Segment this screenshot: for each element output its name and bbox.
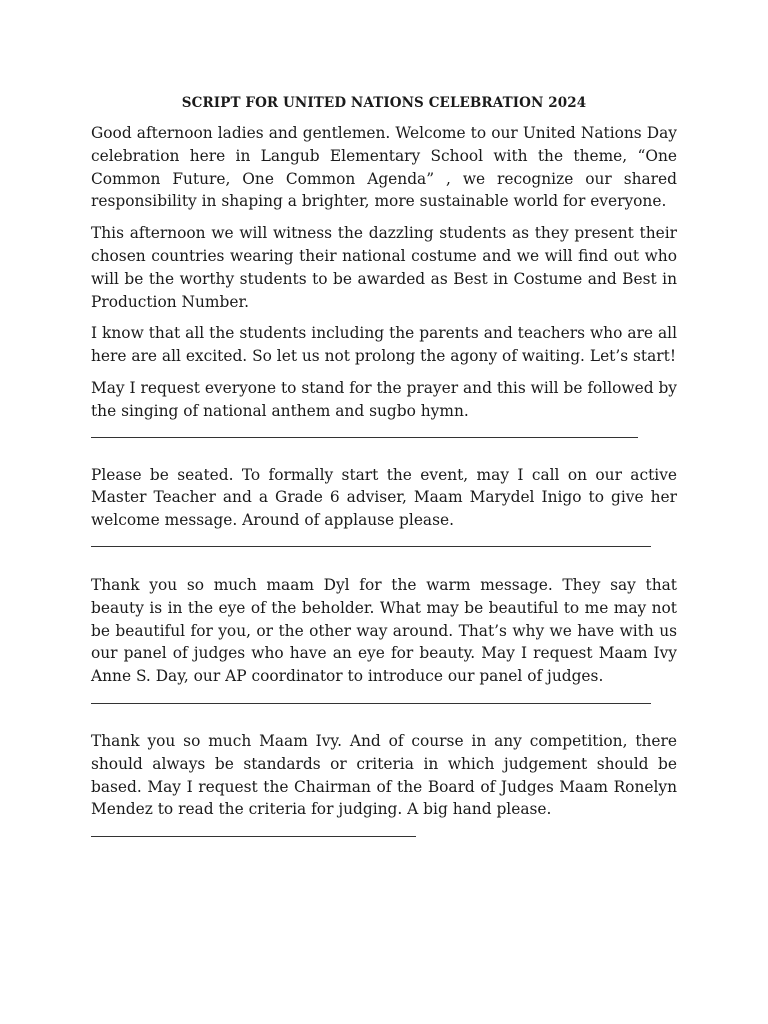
paragraph-welcome-message: Please be seated. To formally start the event, may I call on our active Master Teacher and a Grade 6 adviser, Maam Marydel Inigo to give her welcome message. Around of applause please. (91, 465, 677, 530)
document-title: SCRIPT FOR UNITED NATIONS CELEBRATION 2024 (181, 95, 587, 111)
paragraph-welcome: Good afternoon ladies and gentlemen. Welcome to our United Nations Day celebration here in Langub Elementary School with the theme, “One Common Future, One Common Agenda” , we recognize our shared responsibility in shaping a brighter, more sustainable world for everyone. (91, 124, 677, 211)
paragraph-judges-intro: Thank you so much maam Dyl for the warm message. They say that beauty is in the eye of the beholder. What may be beautiful to me may not be beautiful for you, or the other way around. That’s why we have with us our panel of judges who have an eye for beauty. May I request Maam Ivy Anne S. Day, our AP coordinator to introduce our panel of judges. (91, 575, 677, 686)
divider-line (91, 546, 651, 547)
paragraph-prayer-anthem: May I request everyone to stand for the prayer and this will be followed by the singing of national anthem and sugbo hymn. (91, 378, 677, 420)
document-page (91, 93, 677, 837)
divider-line (91, 703, 651, 704)
paragraph-criteria: Thank you so much Maam Ivy. And of course in any competition, there should always be standards or criteria in which judgement should be based. May I request the Chairman of the Board of Judges Maam Ronelyn Mendez to read the criteria for judging. A big hand please. (91, 731, 677, 819)
paragraph-program-overview: This afternoon we will witness the dazzling students as they present their chosen countries wearing their national costume and we will find out who will be the worthy students to be awarded as Best in Costume and Best in Production Number. (91, 224, 677, 311)
paragraph-start: I know that all the students including the parents and teachers who are all here are all excited. So let us not prolong the agony of waiting. Let’s start! (91, 324, 677, 366)
divider-line (91, 437, 638, 438)
divider-line (91, 836, 416, 837)
